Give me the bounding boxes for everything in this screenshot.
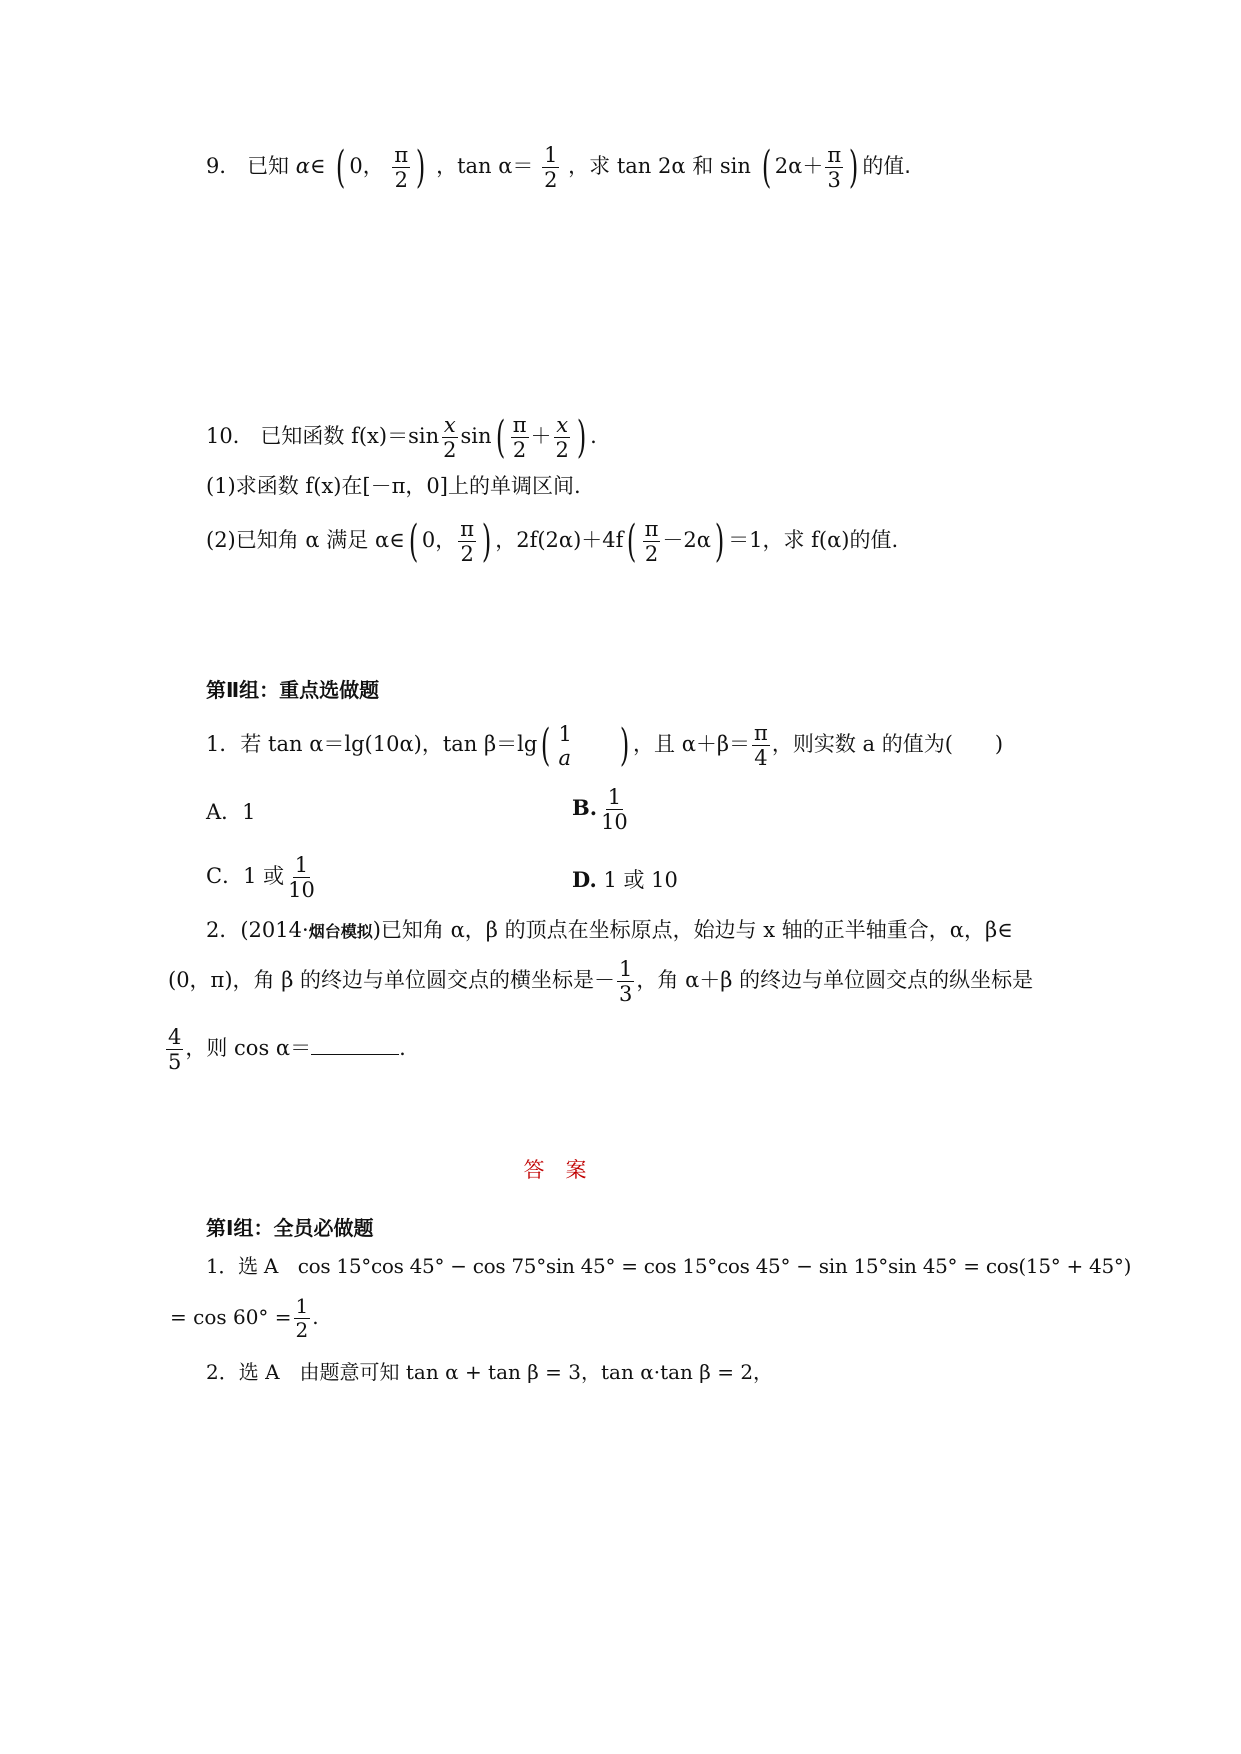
question-1: 1．若 tan α＝lg(10α)，tan β＝lg( 1 a ) ，且 α＋β＝ $\frac{\pi}{4}$ ，则实数 a 的值为( ) xyxy=(206,719,1004,771)
answer-1-line-2: = cos 60° = $\frac{1}{2}$ . xyxy=(170,1294,319,1342)
problem-10-part-1: (1)求函数 f(x)在[－π，0]上的单调区间. xyxy=(206,474,581,498)
answer-2-line-1: 2．选 A 由题意可知 tan α + tan β = 3，tan α·tan β = 2， xyxy=(206,1360,774,1384)
fraction: $\frac{\pi}{2}$ xyxy=(394,143,409,193)
answer-1-line-1: 1．选 A cos 15°cos 45° − cos 75°sin 45° = cos 15°cos 45° − sin 15°sin 45° = cos(15° + 45°) xyxy=(206,1254,1132,1278)
fraction: $\frac{\pi}{4}$ xyxy=(754,721,768,771)
option-a[interactable]: A．1 xyxy=(206,800,256,824)
fraction: $\frac{\pi}{3}$ xyxy=(827,143,842,193)
fraction: $\frac{x}{2}$ xyxy=(443,413,457,463)
problem-10: 10． 已知函数 f(x)＝sin $\frac{x}{2}$ sin( $\frac{\pi}{2}$ ＋ $\frac{x}{2}$ ) . xyxy=(206,411,597,463)
fraction: $\frac{1}{3}$ xyxy=(619,957,633,1007)
problem-number: 10． xyxy=(206,424,254,449)
fraction: 1 a xyxy=(558,721,572,770)
fraction: $\frac{1}{10}$ xyxy=(288,853,315,903)
answers-title: 答 案 xyxy=(523,1158,587,1182)
fraction: $\frac{4}{5}$ xyxy=(168,1025,182,1075)
section-heading-group-1: 第Ⅰ组：全员必做题 xyxy=(206,1216,374,1240)
question-2-line-3: $\frac{4}{5}$ ，则 cos α＝ . xyxy=(168,1025,406,1075)
answer-blank[interactable] xyxy=(311,1036,399,1055)
option-b[interactable]: B. $\frac{1}{10}$ xyxy=(572,785,628,835)
fraction: $\frac{\pi}{2}$ xyxy=(460,517,475,567)
question-2-line-2: (0，π)，角 β 的终边与单位圆交点的横坐标是－ $\frac{1}{3}$ ，角 α＋β 的终边与单位圆交点的纵坐标是 xyxy=(168,957,1034,1007)
fraction: $\frac{1}{2}$ xyxy=(544,143,558,193)
problem-9: 9． 已知 α∈ ( 0， $\frac{\pi}{2}$ ) ，tan α＝ $\frac{1}{2}$ ，求 tan 2α 和 sin ( 2α＋ $\frac{\pi}{3}$ ) 的值. xyxy=(206,141,911,193)
section-heading-group-2: 第Ⅱ组：重点选做题 xyxy=(206,678,380,702)
fraction: $\frac{x}{2}$ xyxy=(555,413,569,463)
option-d[interactable]: D. 1 或 10 xyxy=(572,867,678,892)
fraction: $\frac{\pi}{2}$ xyxy=(644,517,659,567)
option-c[interactable]: C．1 或 $\frac{1}{10}$ xyxy=(206,853,315,903)
question-2-line-1: 2．(2014·烟台模拟)已知角 α，β 的顶点在坐标原点，始边与 x 轴的正半轴重合，α，β∈ xyxy=(206,918,1013,942)
problem-number: 9． xyxy=(206,154,241,179)
fraction: $\frac{1}{10}$ xyxy=(601,785,628,835)
problem-10-part-2: (2)已知角 α 满足 α∈( 0， $\frac{\pi}{2}$ ) ，2f(2α)＋4f( $\frac{\pi}{2}$ －2α) ＝1，求 f(α)的值. xyxy=(206,515,899,567)
fraction: $\frac{\pi}{2}$ xyxy=(512,413,527,463)
source-label: 烟台模拟 xyxy=(308,922,373,941)
fraction: $\frac{1}{2}$ xyxy=(295,1294,309,1342)
